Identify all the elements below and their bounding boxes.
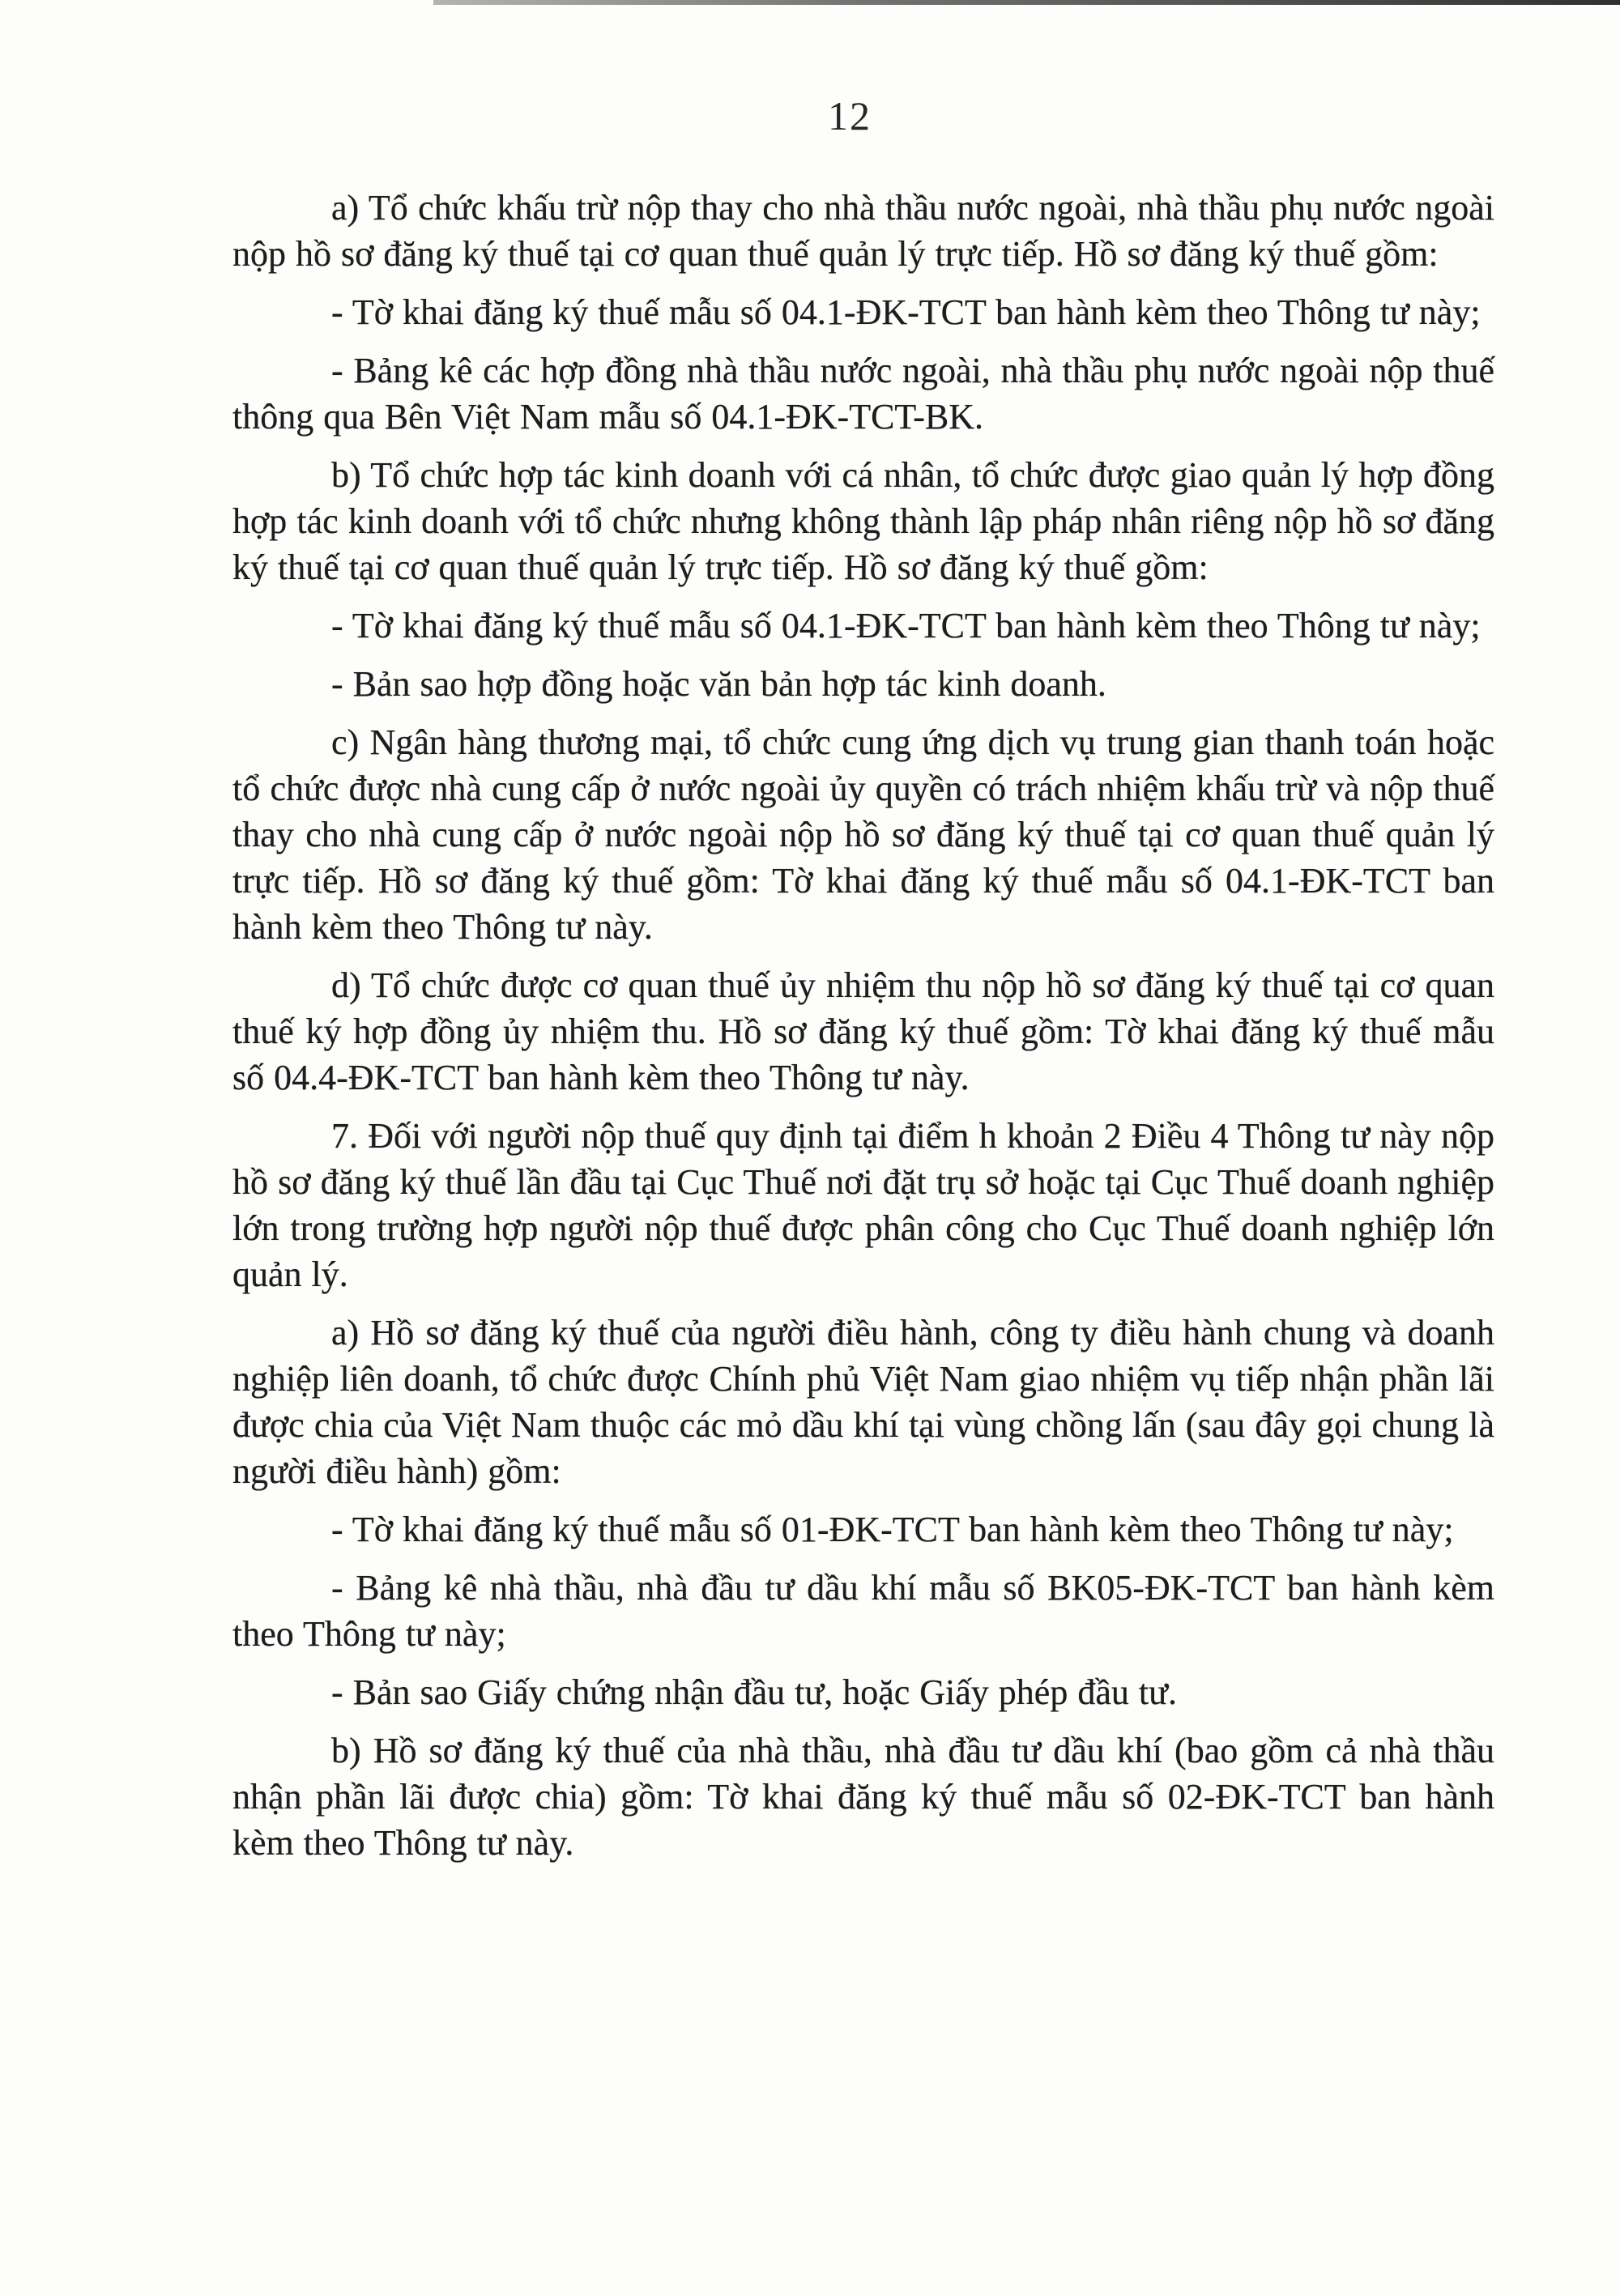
paragraph-a-withholding-org: a) Tổ chức khấu trừ nộp thay cho nhà thầu nước ngoài, nhà thầu phụ nước ngoài nộp hồ sơ đăng ký thuế tại cơ quan thuế quản lý trực tiếp. Hồ sơ đăng ký thuế gồm: bbox=[232, 188, 1494, 274]
bullet-contract-copy: - Bản sao hợp đồng hoặc văn bản hợp tác kinh doanh. bbox=[331, 664, 1106, 704]
bullet-investment-certificate: - Bản sao Giấy chứng nhận đầu tư, hoặc Giấy phép đầu tư. bbox=[331, 1672, 1177, 1712]
paragraph-a-operator-dossier: a) Hồ sơ đăng ký thuế của người điều hành, công ty điều hành chung và doanh nghiệp liên doanh, tổ chức được Chính phủ Việt Nam giao nhiệm vụ tiếp nhận phần lãi được chia của Việt Nam thuộc các mỏ dầu khí tại vùng chồng lấn (sau đây gọi chung là người điều hành) gồm: bbox=[232, 1313, 1494, 1491]
document-body bbox=[232, 185, 1494, 1878]
paragraph-b-business-coop: b) Tổ chức hợp tác kinh doanh với cá nhân, tổ chức được giao quản lý hợp đồng hợp tác kinh doanh với tổ chức nhưng không thành lập pháp nhân riêng nộp hồ sơ đăng ký thuế tại cơ quan thuế quản lý trực tiếp. Hồ sơ đăng ký thuế gồm: bbox=[232, 455, 1494, 587]
bullet-form-01-dk-tct: - Tờ khai đăng ký thuế mẫu số 01-ĐK-TCT ban hành kèm theo Thông tư này; bbox=[331, 1510, 1454, 1549]
scan-edge-artifact bbox=[433, 0, 1620, 5]
paragraph-d-authorized-org: d) Tổ chức được cơ quan thuế ủy nhiệm thu nộp hồ sơ đăng ký thuế tại cơ quan thuế ký hợp đồng ủy nhiệm thu. Hồ sơ đăng ký thuế gồm: Tờ khai đăng ký thuế mẫu số 04.4-ĐK-TCT ban hành kèm theo Thông tư này. bbox=[232, 965, 1494, 1097]
paragraph-b-contractor-dossier: b) Hồ sơ đăng ký thuế của nhà thầu, nhà đầu tư dầu khí (bao gồm cả nhà thầu nhận phần lãi được chia) gồm: Tờ khai đăng ký thuế mẫu số 02-ĐK-TCT ban hành kèm theo Thông tư này. bbox=[232, 1731, 1494, 1863]
paragraph-7-taxpayers: 7. Đối với người nộp thuế quy định tại điểm h khoản 2 Điều 4 Thông tư này nộp hồ sơ đăng ký thuế lần đầu tại Cục Thuế nơi đặt trụ sở hoặc tại Cục Thuế doanh nghiệp lớn trong trường hợp người nộp thuế được phân công cho Cục Thuế doanh nghiệp lớn quản lý. bbox=[232, 1116, 1494, 1294]
paragraph-c-commercial-banks: c) Ngân hàng thương mại, tổ chức cung ứng dịch vụ trung gian thanh toán hoặc tổ chức được nhà cung cấp ở nước ngoài ủy quyền có trách nhiệm khấu trừ và nộp thuế thay cho nhà cung cấp ở nước ngoài nộp hồ sơ đăng ký thuế tại cơ quan thuế quản lý trực tiếp. Hồ sơ đăng ký thuế gồm: Tờ khai đăng ký thuế mẫu số 04.1-ĐK-TCT ban hành kèm theo Thông tư này. bbox=[232, 722, 1494, 947]
bullet-contractor-list-04-1-bk: - Bảng kê các hợp đồng nhà thầu nước ngoài, nhà thầu phụ nước ngoài nộp thuế thông qua Bên Việt Nam mẫu số 04.1-ĐK-TCT-BK. bbox=[232, 351, 1494, 437]
page-number: 12 bbox=[828, 93, 872, 138]
bullet-list-bk05-dk-tct: - Bảng kê nhà thầu, nhà đầu tư dầu khí mẫu số BK05-ĐK-TCT ban hành kèm theo Thông tư này; bbox=[232, 1568, 1494, 1654]
bullet-form-04-1-dk-tct-2: - Tờ khai đăng ký thuế mẫu số 04.1-ĐK-TCT ban hành kèm theo Thông tư này; bbox=[331, 606, 1481, 645]
bullet-form-04-1-dk-tct: - Tờ khai đăng ký thuế mẫu số 04.1-ĐK-TCT ban hành kèm theo Thông tư này; bbox=[331, 292, 1481, 332]
